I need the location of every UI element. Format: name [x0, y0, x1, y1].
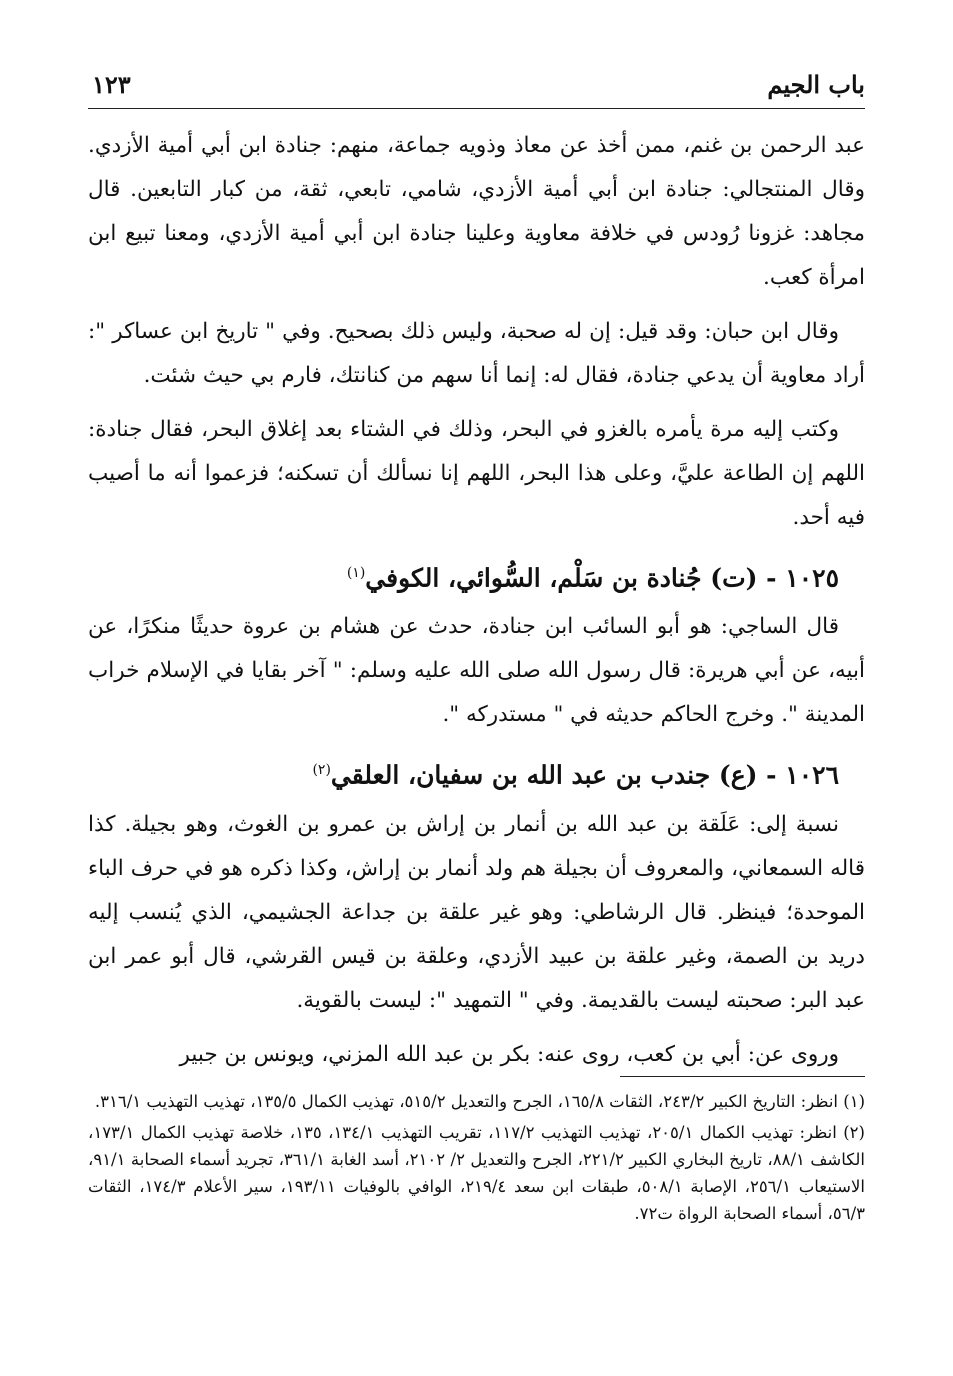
page-number: ١٢٣ [92, 70, 131, 99]
entry-heading-1026 [88, 747, 865, 798]
paragraph: عبد الرحمن بن غنم، ممن أخذ عن معاذ وذويه جماعة، منهم: جنادة ابن أبي أمية الأزدي. وقال المنتجالي: جنادة ابن أبي أمية الأزدي، شامي، تابعي، ثقة، من كبار التابعين. قال مجاهد: غزونا رُودس في خلافة معاوية وعلينا جنادة ابن أبي أمية الأزدي، ومعنا تبيع ابن امرأة كعب. [88, 133, 865, 290]
entry-symbol: (ع) [718, 760, 758, 790]
paragraph: وكتب إليه مرة يأمره بالغزو في البحر، وذلك في الشتاء بعد إغلاق البحر، فقال جنادة: اللهم إن الطاعة عليَّ، وعلى هذا البحر، اللهم إنا نسألك أن تسكنه؛ فزعموا أنه ما أصيب فيه أحد. [88, 417, 865, 530]
footnote-1: (١) انظر: التاريخ الكبير ٢٤٣/٢، الثقات ١٦٥/٨، الجرح والتعديل ٥١٥/٢، تهذيب الكمال ١٣٥/٥، تهذيب التهذيب ٣١٦/١. [94, 1092, 865, 1111]
entry-symbol: (ت) [710, 563, 758, 593]
footnotes [88, 1088, 865, 1231]
entry-dash: - [766, 563, 777, 593]
entry-dash: - [766, 760, 777, 790]
footnote-2: (٢) انظر: تهذيب الكمال ٢٠٥/١، تهذيب التهذيب ١١٧/٢، تقريب التهذيب ١٣٤/١، ١٣٥، خلاصة تهذيب الكمال ١٧٣/١، الكاشف ٨٨/١، تاريخ البخاري الكبير ٢٢١/٢، الجرح والتعديل ٢/ ٢١٠٢، أسد الغابة ٣٦١/١، تجريد أسماء الصحابة ٩١/١، الاستيعاب ٢٥٦/١، الإصابة ٥٠٨/١، طبقات ابن سعد ٢١٩/٤، الوافي بالوفيات ١٩٣/١١، سير الأعلام ١٧٤/٣، الثقات ٥٦/٣، أسماء الصحابة الرواة ت٧٢. [88, 1123, 865, 1223]
paragraph: قال الساجي: هو أبو السائب ابن جنادة، حدث عن هشام بن عروة حديثًا منكرًا، عن أبيه، عن أبي هريرة: قال رسول الله صلى الله عليه وسلم: " آخر بقايا في الإسلام خراب المدينة ". وخرج الحاكم حديثه في " مستدركه ". [88, 614, 865, 728]
entry-heading-1025 [88, 550, 865, 601]
entry-name: جُنادة بن سَلْم، السُّوائي، الكوفي [365, 563, 702, 593]
paragraph: وقال ابن حبان: وقد قيل: إن له صحبة، وليس ذلك بصحيح. وفي " تاريخ ابن عساكر ": أراد معاوية أن يدعي جنادة، فقال له: إنما أنا سهم من كنانتك، فارم بي حيث شئت. [88, 319, 865, 388]
footnote-ref: (١) [346, 565, 366, 581]
footnote-divider [620, 1076, 865, 1077]
entry-name: جندب بن عبد الله بن سفيان، العلقي [330, 760, 711, 790]
page-header [88, 58, 865, 109]
main-text [88, 124, 865, 1087]
paragraph: وروى عن: أبي بن كعب، روى عنه: بكر بن عبد الله المزني، ويونس بن جبير [179, 1041, 839, 1067]
paragraph: نسبة إلى: عَلَقة بن عبد الله بن أنمار بن إراش بن عمرو بن الغوث، وهو بجيلة. كذا قاله السمعاني، والمعروف أن بجيلة هم ولد أنمار بن إراش، وكذا ذكره هو في حرف الباء الموحدة؛ فينظر. قال الرشاطي: وهو غير علقة بن جداعة الجشيمي، الذي يُنسب إليه دريد بن الصمة، وغير علقة بن عبيد الأزدي، وعلقة بن قيس القرشي، قال أبو عمر ابن عبد البر: صحبته ليست بالقديمة. وفي " التمهيد ": ليست بالقوية. [88, 811, 865, 1013]
entry-number: ١٠٢٥ [785, 563, 839, 593]
entry-number: ١٠٢٦ [785, 760, 839, 790]
chapter-title: باب الجيم [767, 70, 865, 99]
footnote-ref: (٢) [312, 762, 331, 779]
